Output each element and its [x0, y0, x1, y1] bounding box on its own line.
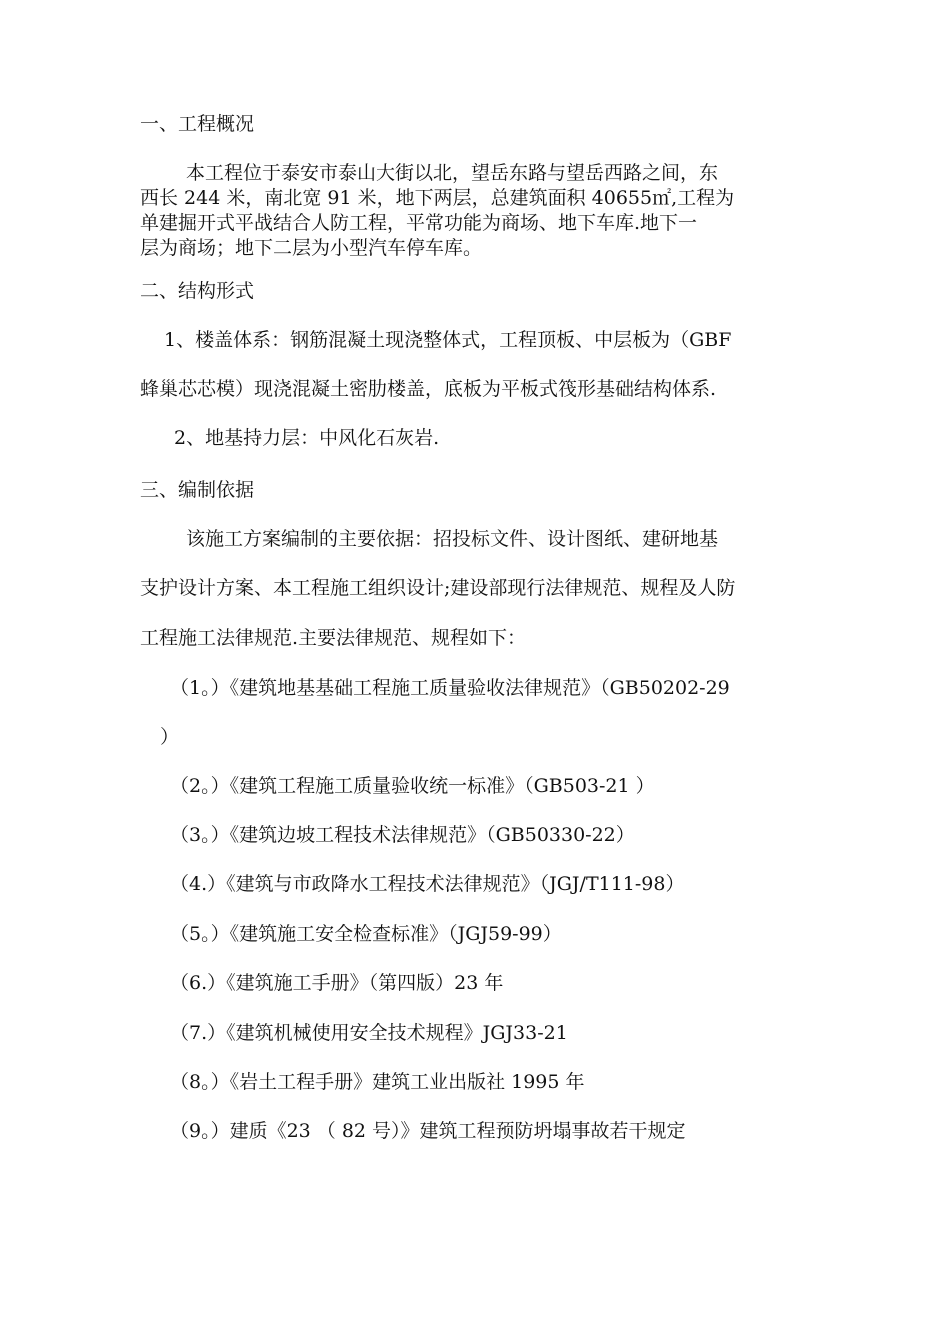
reference-item: （4.）《建筑与市政降水工程技术法律规范》（JGJ/T111-98）: [170, 873, 685, 895]
paragraph-line: 支护设计方案、本工程施工组织设计;建设部现行法律规范、规程及人防: [140, 577, 736, 599]
section-heading-basis: 三、编制依据: [140, 479, 255, 501]
section-heading-structure: 二、结构形式: [140, 280, 255, 302]
paragraph-line: 单建掘开式平战结合人防工程，平常功能为商场、地下车库.地下一: [140, 212, 698, 234]
paragraph-line: 该施工方案编制的主要依据：招投标文件、设计图纸、建研地基: [186, 528, 719, 550]
paragraph-line: 层为商场；地下二层为小型汽车停车库。: [140, 237, 483, 259]
paragraph-line: 本工程位于泰安市泰山大街以北，望岳东路与望岳西路之间，东: [186, 162, 719, 184]
reference-item: （8。）《岩土工程手册》建筑工业出版社 1995 年: [170, 1071, 585, 1093]
reference-item: ）: [160, 726, 180, 748]
reference-item: （9。）建质《23 （ 82 号）》建筑工程预防坍塌事故若干规定: [170, 1120, 686, 1142]
reference-item: （2。）《建筑工程施工质量验收统一标准》（GB503-21 ）: [170, 775, 655, 797]
reference-item: （3。）《建筑边坡工程技术法律规范》（GB50330-22）: [170, 824, 635, 846]
paragraph-line: 西长 244 米，南北宽 91 米，地下两层，总建筑面积 40655㎡,工程为: [140, 187, 735, 209]
reference-item: （6.）《建筑施工手册》（第四版）23 年: [170, 972, 504, 994]
paragraph-line: 工程施工法律规范.主要法律规范、规程如下：: [140, 627, 527, 649]
reference-item: （1。）《建筑地基基础工程施工质量验收法律规范》（GB50202-29: [170, 677, 730, 699]
paragraph-line: 2、地基持力层：中风化石灰岩.: [174, 427, 440, 449]
paragraph-line: 1、楼盖体系：钢筋混凝土现浇整体式，工程顶板、中层板为（GBF: [164, 329, 732, 351]
paragraph-line: 蜂巢芯芯模）现浇混凝土密肋楼盖，底板为平板式筏形基础结构体系.: [140, 378, 717, 400]
reference-item: （5。）《建筑施工安全检查标准》（JGJ59-99）: [170, 923, 562, 945]
section-heading-overview: 一、工程概况: [140, 113, 255, 135]
reference-item: （7.）《建筑机械使用安全技术规程》JGJ33-21: [170, 1022, 568, 1044]
